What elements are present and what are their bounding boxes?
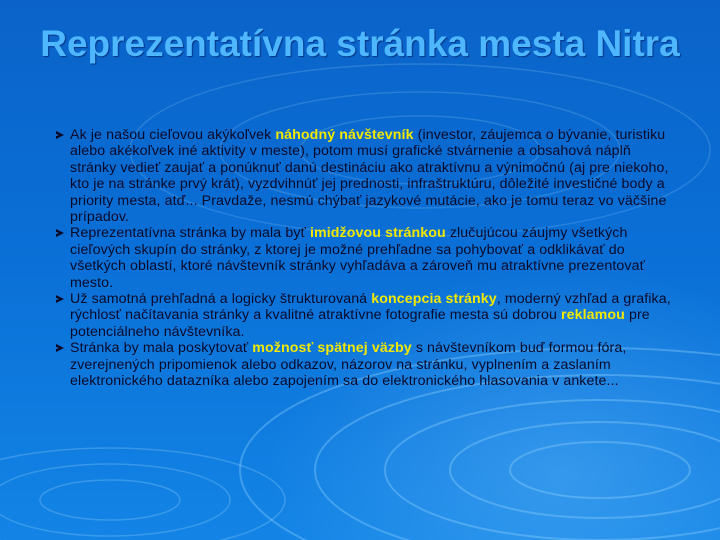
bullet-text: (investor, záujemca o bývanie, turistiku alebo akékoľvek iné aktivity v meste), potom musí grafické stvárnenie a obsahová náplň stránky vedieť zaujať a ponúknuť danú destináciu ako atraktívnu a výnimočnú (aj pre niekoho, kto je na stránke prvý krát), vyzdvihnúť jej prednosti, infraštruktúru, dôležité investičné body a priority mesta, atď... Pravdaže, nesmú chýbať jazykové mutácie, ako je tomu teraz vo väčšine prípadov. [70, 127, 669, 226]
bullet-text: Stránka by mala poskytovať [70, 340, 253, 357]
bullet-text: Reprezentatívna stránka by mala byť [70, 225, 310, 242]
bullet-text: s návštevníkom buď formou fóra, zverejnených pripomienok alebo odkazov, názorov na stránku, vyplnením a zaslaním elektronického datazníka alebo zapojením sa do elektronického hlasovania v ankete... [70, 340, 627, 390]
bullet-text: Ak je našou cieľovou akýkoľvek [70, 127, 276, 143]
highlighted-phrase: možnosť spätnej väzby [252, 340, 412, 357]
highlighted-phrase: reklamou [561, 307, 625, 324]
highlighted-phrase: imidžovou stránkou [309, 225, 446, 242]
slide-title: Reprezentatívna stránka mesta Nitra [40, 23, 680, 64]
bullet-item [58, 225, 680, 291]
bullet-item [58, 340, 680, 389]
arrow-bullet-icon [56, 344, 64, 352]
bullet-item [58, 291, 680, 340]
bullet-text: Už samotná prehľadná a logicky štrukturovaná [70, 291, 372, 308]
arrow-bullet-icon [56, 131, 64, 139]
bullet-list [58, 127, 680, 390]
highlighted-phrase: náhodný návštevník [275, 127, 414, 143]
bullet-text: pre potenciálneho návštevníka. [70, 307, 650, 340]
highlighted-phrase: koncepcia stránky [371, 291, 497, 308]
arrow-bullet-icon [56, 295, 64, 303]
arrow-bullet-icon [56, 229, 64, 237]
bullet-item [58, 127, 680, 225]
bullet-text: , moderný vzhľad a grafika, rýchlosť načítavania stránky a kvalitné atraktívne fotografie mesta sú dobrou [70, 291, 671, 324]
bullet-text: zlučujúcou záujmy všetkých cieľových skupín do stránky, z ktorej je možné prehľadne sa pohybovať a odklikávať do všetkých oblastí, ktoré návštevník stránky vyhľadáva a zároveň mu atraktívne prezentovať mesto. [70, 225, 645, 291]
